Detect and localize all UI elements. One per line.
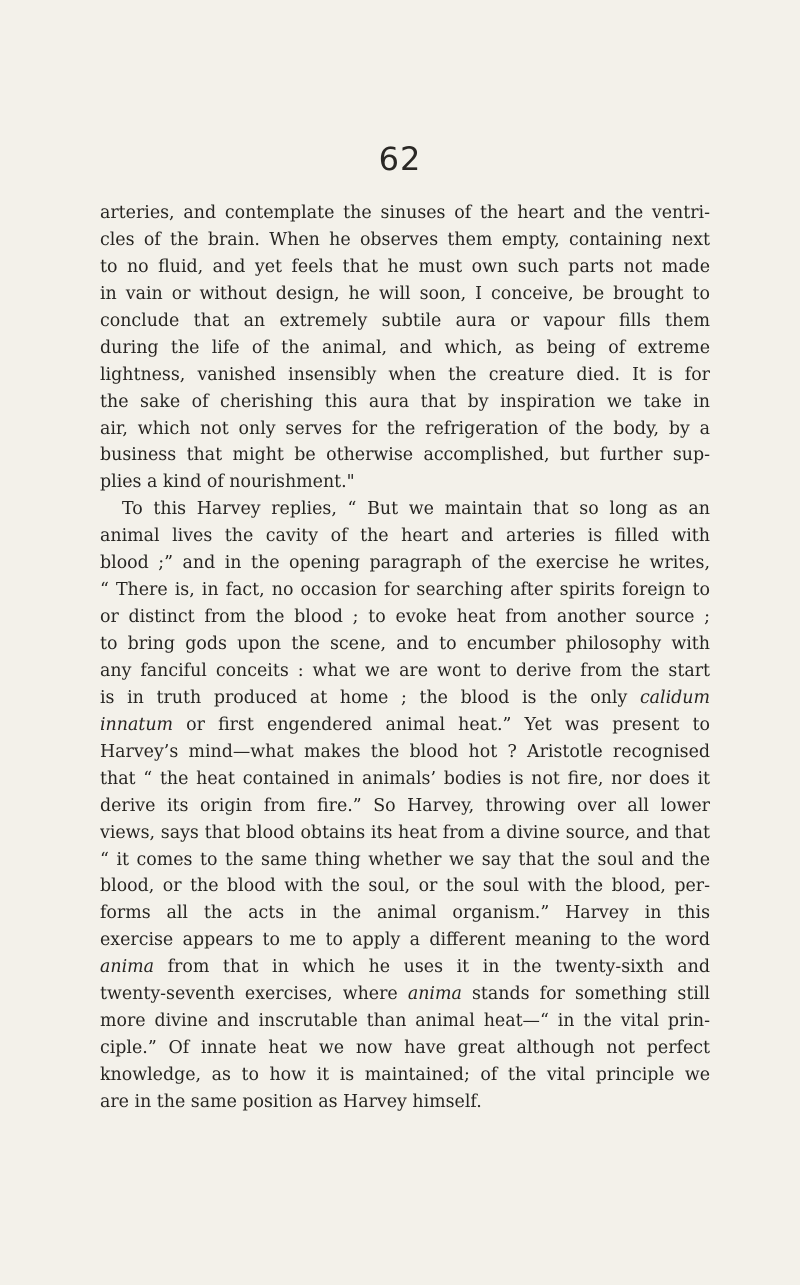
text-line: in vain or without design, he will soon, I conceive, be brought to <box>100 283 710 304</box>
text-line: more divine and inscrutable than animal heat—“ in the vital prin- <box>100 1011 710 1032</box>
text-line: blood, or the blood with the soul, or the soul with the blood, per- <box>100 876 710 897</box>
text-line <box>100 685 710 712</box>
text-line: lightness, vanished insensibly when the creature died. It is for <box>100 364 710 385</box>
text-line: cles of the brain. When he observes them empty, containing next <box>100 229 710 250</box>
text-line: that “ the heat contained in animals’ bodies is not fire, nor does it <box>100 768 710 789</box>
text-line: animal lives the cavity of the heart and arteries is filled with <box>100 526 710 547</box>
text-line <box>100 712 710 739</box>
text-line: forms all the acts in the animal organism.” Harvey in this <box>100 903 710 924</box>
text-line: air, which not only serves for the refrigeration of the body, by a <box>100 418 710 439</box>
text-line: “ it comes to the same thing whether we say that the soul and the <box>100 849 710 870</box>
text-line: business that might be otherwise accomplished, but further sup- <box>100 445 710 466</box>
paragraph-start-line: To this Harvey replies, “ But we maintain that so long as an <box>122 499 710 520</box>
body-text <box>100 200 710 1116</box>
text-line <box>100 981 710 1008</box>
text-span: from that in which he uses it in the twenty-sixth and <box>154 957 710 978</box>
text-line: derive its origin from fire.” So Harvey, throwing over all lower <box>100 795 710 816</box>
text-line: ciple.” Of innate heat we now have great although not perfect <box>100 1038 710 1059</box>
text-line: knowledge, as to how it is maintained; of the vital principle we <box>100 1065 710 1085</box>
paragraph-end-line: are in the same position as Harvey himself. <box>100 1091 482 1112</box>
paragraph-end-line: plies a kind of nourishment." <box>100 472 355 493</box>
text-line: the sake of cherishing this aura that by inspiration we take in <box>100 391 710 412</box>
text-line: blood ;” and in the opening paragraph of the exercise he writes, <box>100 553 710 574</box>
text-line: views, says that blood obtains its heat from a divine source, and that <box>100 822 710 843</box>
text-line <box>100 954 710 981</box>
text-line: or distinct from the blood ; to evoke heat from another source ; <box>100 607 710 628</box>
text-line: during the life of the animal, and which, as being of extreme <box>100 337 710 358</box>
text-line: Harvey’s mind—what makes the blood hot ? Aristotle recognised <box>100 741 710 762</box>
italic-term: calidum <box>639 687 710 708</box>
text-line: to no fluid, and yet feels that he must own such parts not made <box>100 256 710 277</box>
text-line: any fanciful conceits : what we are wont to derive from the start <box>100 660 710 681</box>
text-span: stands for something still <box>461 984 710 1005</box>
text-line: conclude that an extremely subtile aura or vapour fills them <box>100 310 710 331</box>
text-line: exercise appears to me to apply a different meaning to the word <box>100 930 710 951</box>
italic-term: anima <box>407 984 462 1005</box>
text-line: “ There is, in fact, no occasion for searching after spirits foreign to <box>100 580 710 601</box>
text-span: is in truth produced at home ; the blood is the only <box>100 687 640 708</box>
italic-term: anima <box>100 957 154 978</box>
text-span: twenty-seventh exercises, where <box>100 984 408 1005</box>
italic-term: innatum <box>100 714 174 735</box>
text-line: to bring gods upon the scene, and to encumber philosophy with <box>100 634 710 654</box>
page-number: 62 <box>378 140 422 178</box>
text-span: or first engendered animal heat.” Yet was present to <box>173 714 710 735</box>
text-line: arteries, and contemplate the sinuses of the heart and the ventri- <box>100 203 710 223</box>
